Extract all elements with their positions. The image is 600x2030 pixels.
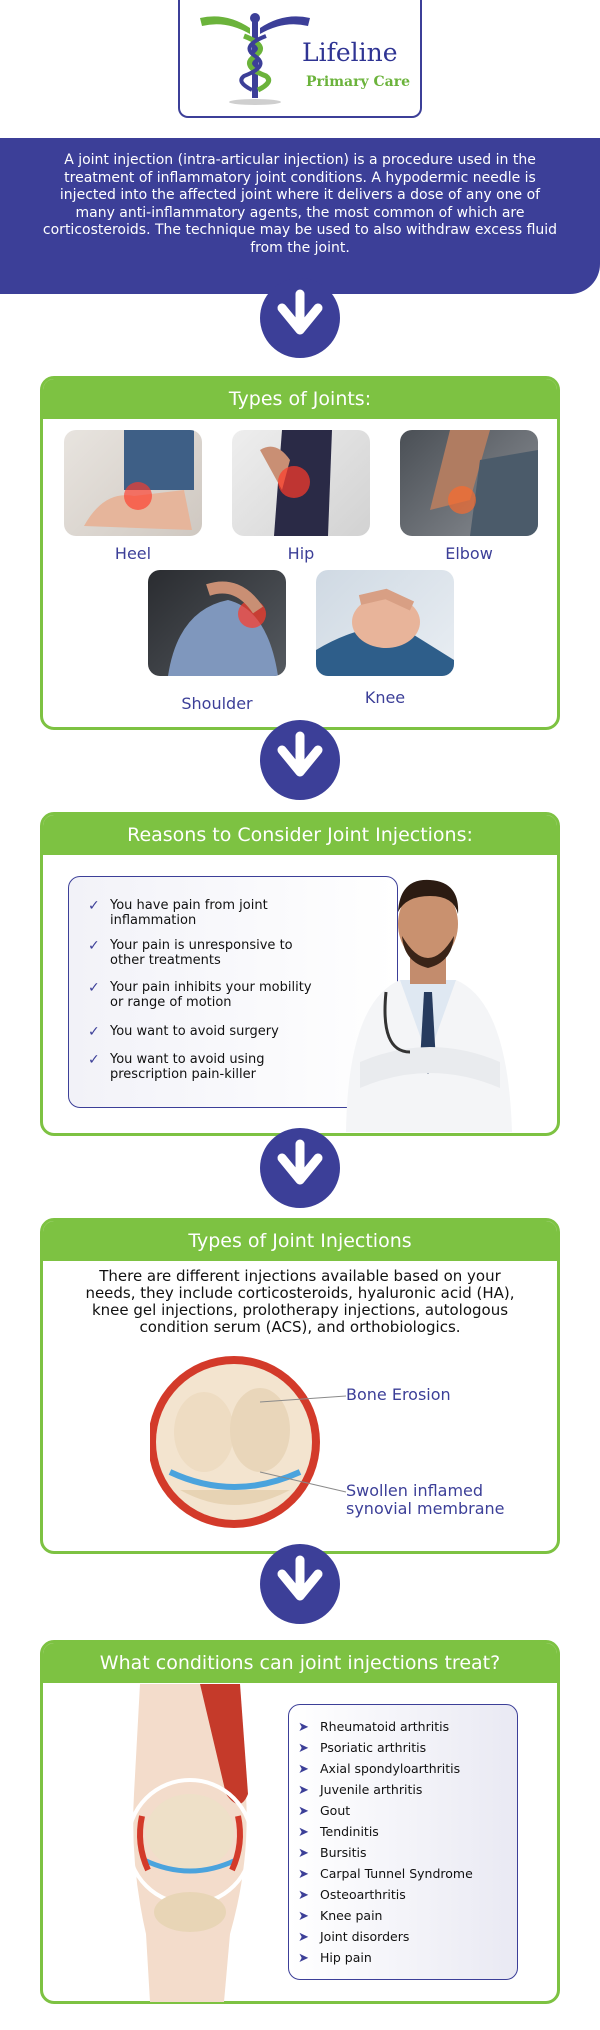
joint-label-shoulder: Shoulder bbox=[181, 694, 253, 713]
reason-item: You want to avoid surgery bbox=[110, 1024, 279, 1039]
reason-item: Your pain is unresponsive to other treatments bbox=[110, 938, 293, 968]
condition-item: Joint disorders bbox=[320, 1929, 410, 1944]
knee-anatomy-illustration bbox=[90, 1684, 300, 2002]
joint-label-heel: Heel bbox=[114, 544, 152, 563]
reason-item: You have pain from joint inflammation bbox=[110, 898, 268, 928]
chevron-right-icon: ➤ bbox=[298, 1783, 309, 1798]
joint-label-elbow: Elbow bbox=[445, 544, 493, 563]
condition-item: Psoriatic arthritis bbox=[320, 1740, 427, 1755]
check-icon: ✓ bbox=[88, 938, 100, 954]
down-arrow-icon bbox=[260, 278, 340, 358]
check-icon: ✓ bbox=[88, 980, 100, 996]
chevron-right-icon: ➤ bbox=[298, 1951, 309, 1966]
callout-bone-erosion: Bone Erosion bbox=[346, 1385, 451, 1404]
reason-item: Your pain inhibits your mobility or range of motion bbox=[110, 980, 312, 1010]
chevron-right-icon: ➤ bbox=[298, 1720, 309, 1735]
down-arrow-icon bbox=[260, 720, 340, 800]
reason-item: You want to avoid using prescription pain-killer bbox=[110, 1052, 265, 1082]
chevron-right-icon: ➤ bbox=[298, 1909, 309, 1924]
condition-item: Bursitis bbox=[320, 1845, 367, 1860]
heel-photo bbox=[64, 430, 202, 536]
elbow-photo bbox=[400, 430, 538, 536]
brand-tagline: Primary Care bbox=[306, 74, 410, 90]
callout-synovial-membrane: Swollen inflamed synovial membrane bbox=[346, 1481, 505, 1518]
section-title: Types of Joints: bbox=[43, 379, 557, 419]
shoulder-photo bbox=[148, 570, 286, 676]
section-title: Types of Joint Injections bbox=[43, 1221, 557, 1261]
condition-item: Osteoarthritis bbox=[320, 1887, 406, 1902]
condition-item: Tendinitis bbox=[320, 1824, 379, 1839]
check-icon: ✓ bbox=[88, 1024, 100, 1040]
condition-item: Carpal Tunnel Syndrome bbox=[320, 1866, 473, 1881]
chevron-right-icon: ➤ bbox=[298, 1741, 309, 1756]
joint-label-knee: Knee bbox=[364, 688, 406, 707]
chevron-right-icon: ➤ bbox=[298, 1888, 309, 1903]
section-title: What conditions can joint injections treat? bbox=[43, 1643, 557, 1683]
injections-text: There are different injections available based on your needs, they include corticosteroids, hyaluronic acid (HA), knee gel injections, prolotherapy injections, autologous condition serum (ACS), and orthobiologics. bbox=[85, 1267, 515, 1336]
down-arrow-icon bbox=[260, 1544, 340, 1624]
intro-text: A joint injection (intra-articular injection) is a procedure used in the treatment of inflammatory joint conditions. A hypodermic needle is injected into the affected joint where it delivers a dose of any one of many anti-inflammatory agents, the most common of which are corticosteroids. The technique may be used to also withdraw excess fluid from the joint. bbox=[42, 152, 558, 256]
check-icon: ✓ bbox=[88, 1052, 100, 1068]
condition-item: Juvenile arthritis bbox=[320, 1782, 423, 1797]
condition-item: Knee pain bbox=[320, 1908, 383, 1923]
chevron-right-icon: ➤ bbox=[298, 1804, 309, 1819]
doctor-illustration bbox=[340, 862, 516, 1132]
condition-item: Axial spondyloarthritis bbox=[320, 1761, 461, 1776]
chevron-right-icon: ➤ bbox=[298, 1867, 309, 1882]
condition-item: Hip pain bbox=[320, 1950, 372, 1965]
chevron-right-icon: ➤ bbox=[298, 1930, 309, 1945]
knee-photo bbox=[316, 570, 454, 676]
chevron-right-icon: ➤ bbox=[298, 1825, 309, 1840]
chevron-right-icon: ➤ bbox=[298, 1762, 309, 1777]
joint-label-hip: Hip bbox=[287, 544, 315, 563]
check-icon: ✓ bbox=[88, 898, 100, 914]
down-arrow-icon bbox=[260, 1128, 340, 1208]
hip-photo bbox=[232, 430, 370, 536]
condition-item: Rheumatoid arthritis bbox=[320, 1719, 450, 1734]
chevron-right-icon: ➤ bbox=[298, 1846, 309, 1861]
condition-item: Gout bbox=[320, 1803, 351, 1818]
brand-name: Lifeline bbox=[302, 38, 398, 67]
section-title: Reasons to Consider Joint Injections: bbox=[43, 815, 557, 855]
caduceus-logo-icon bbox=[196, 10, 314, 106]
